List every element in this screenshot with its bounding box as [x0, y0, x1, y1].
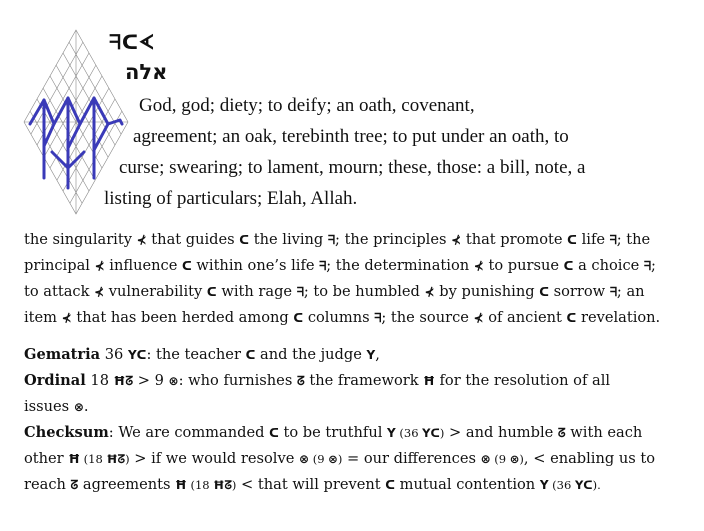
aleph-glyph: ⊀	[61, 311, 72, 325]
he-glyph: ᖷ	[327, 233, 336, 247]
ordinal-line-cont: issues ⊗.	[24, 398, 89, 415]
ordinal-line: Ordinal 18 Ħᘔ > 9 ⊗: who furnishes ᘔ the framework Ħ for the resolution of all	[24, 372, 611, 389]
lamed-glyph: ᑕ	[563, 259, 574, 273]
definition-line: God, god; diety; to deify; an oath, covenant,	[139, 95, 475, 116]
definition-line: listing of particulars; Elah, Allah.	[104, 188, 358, 209]
lamed-glyph: ᑕ	[181, 259, 192, 273]
aleph-glyph: ⊀	[473, 311, 484, 325]
meaning-line: item ⊀ that has been herded among ᑕ columns ᖷ; the source ⊀ of ancient ᑕ revelation.	[24, 309, 661, 326]
ordinal-label: Ordinal	[24, 372, 86, 389]
he-glyph: ᖷ	[319, 259, 327, 273]
meaning-line: principal ⊀ influence ᑕ within one’s life ᖷ; the determination ⊀ to pursue ᑕ a choice ᖷ;	[24, 257, 656, 274]
meaning-line: the singularity ⊀ that guides ᑕ the living ᖷ; the principles ⊀ that promote ᑕ life ᖷ; the	[24, 231, 651, 248]
meaning-paragraph	[24, 227, 684, 331]
he-glyph: ᖷ	[374, 311, 382, 325]
lamed-glyph: ᑕ	[239, 233, 250, 247]
aleph-glyph: ⊀	[94, 285, 105, 299]
gematria-line: Gematria 36 Yᑕ: the teacher ᑕ and the judge Y,	[24, 346, 380, 363]
lamed-glyph: ᑕ	[567, 233, 577, 247]
aleph-glyph: ⊀	[136, 233, 147, 247]
gematria-label: Gematria	[24, 346, 101, 363]
lamed-glyph: ᑕ	[206, 285, 217, 299]
aleph-glyph: ⊀	[424, 285, 435, 299]
he-glyph: ᖷ	[643, 259, 652, 273]
lamed-glyph: ᑕ	[566, 311, 577, 325]
aleph-glyph: ⊀	[94, 259, 105, 273]
checksum-line: other Ħ (18 Ħᘔ) > if we would resolve ⊗ (9 ⊗) = our differences ⊗ (9 ⊗), < enabling us to	[24, 450, 656, 467]
numeric-section	[24, 342, 684, 498]
definition-line: curse; swearing; to lament, mourn; these, those: a bill, note, a	[119, 157, 586, 178]
lamed-glyph: ᑕ	[293, 311, 304, 325]
he-glyph: ᖷ	[296, 285, 304, 299]
aleph-glyph: ⊀	[473, 259, 484, 273]
checksum-line: Checksum: We are commanded ᑕ to be truthful Y (36 Yᑕ) > and humble ᘔ with each	[24, 424, 643, 441]
he-glyph: ᖷ	[609, 233, 617, 247]
checksum-line: reach ᘔ agreements Ħ (18 Ħᘔ) < that will prevent ᑕ mutual contention Y (36 Yᑕ).	[24, 476, 601, 493]
definition-line: agreement; an oak, terebinth tree; to put under an oath, to	[133, 126, 569, 147]
meaning-line: to attack ⊀ vulnerability ᑕ with rage ᖷ; to be humbled ⊀ by punishing ᑕ sorrow ᖷ; an	[24, 283, 645, 300]
hebrew-word: אלה	[125, 60, 168, 84]
aleph-glyph: ⊀	[451, 233, 462, 247]
he-glyph: ᖷ	[609, 285, 617, 299]
checksum-label: Checksum	[24, 424, 109, 441]
lamed-glyph: ᑕ	[539, 285, 550, 299]
paleo-word: ᖷᑕᗉ	[109, 30, 155, 54]
